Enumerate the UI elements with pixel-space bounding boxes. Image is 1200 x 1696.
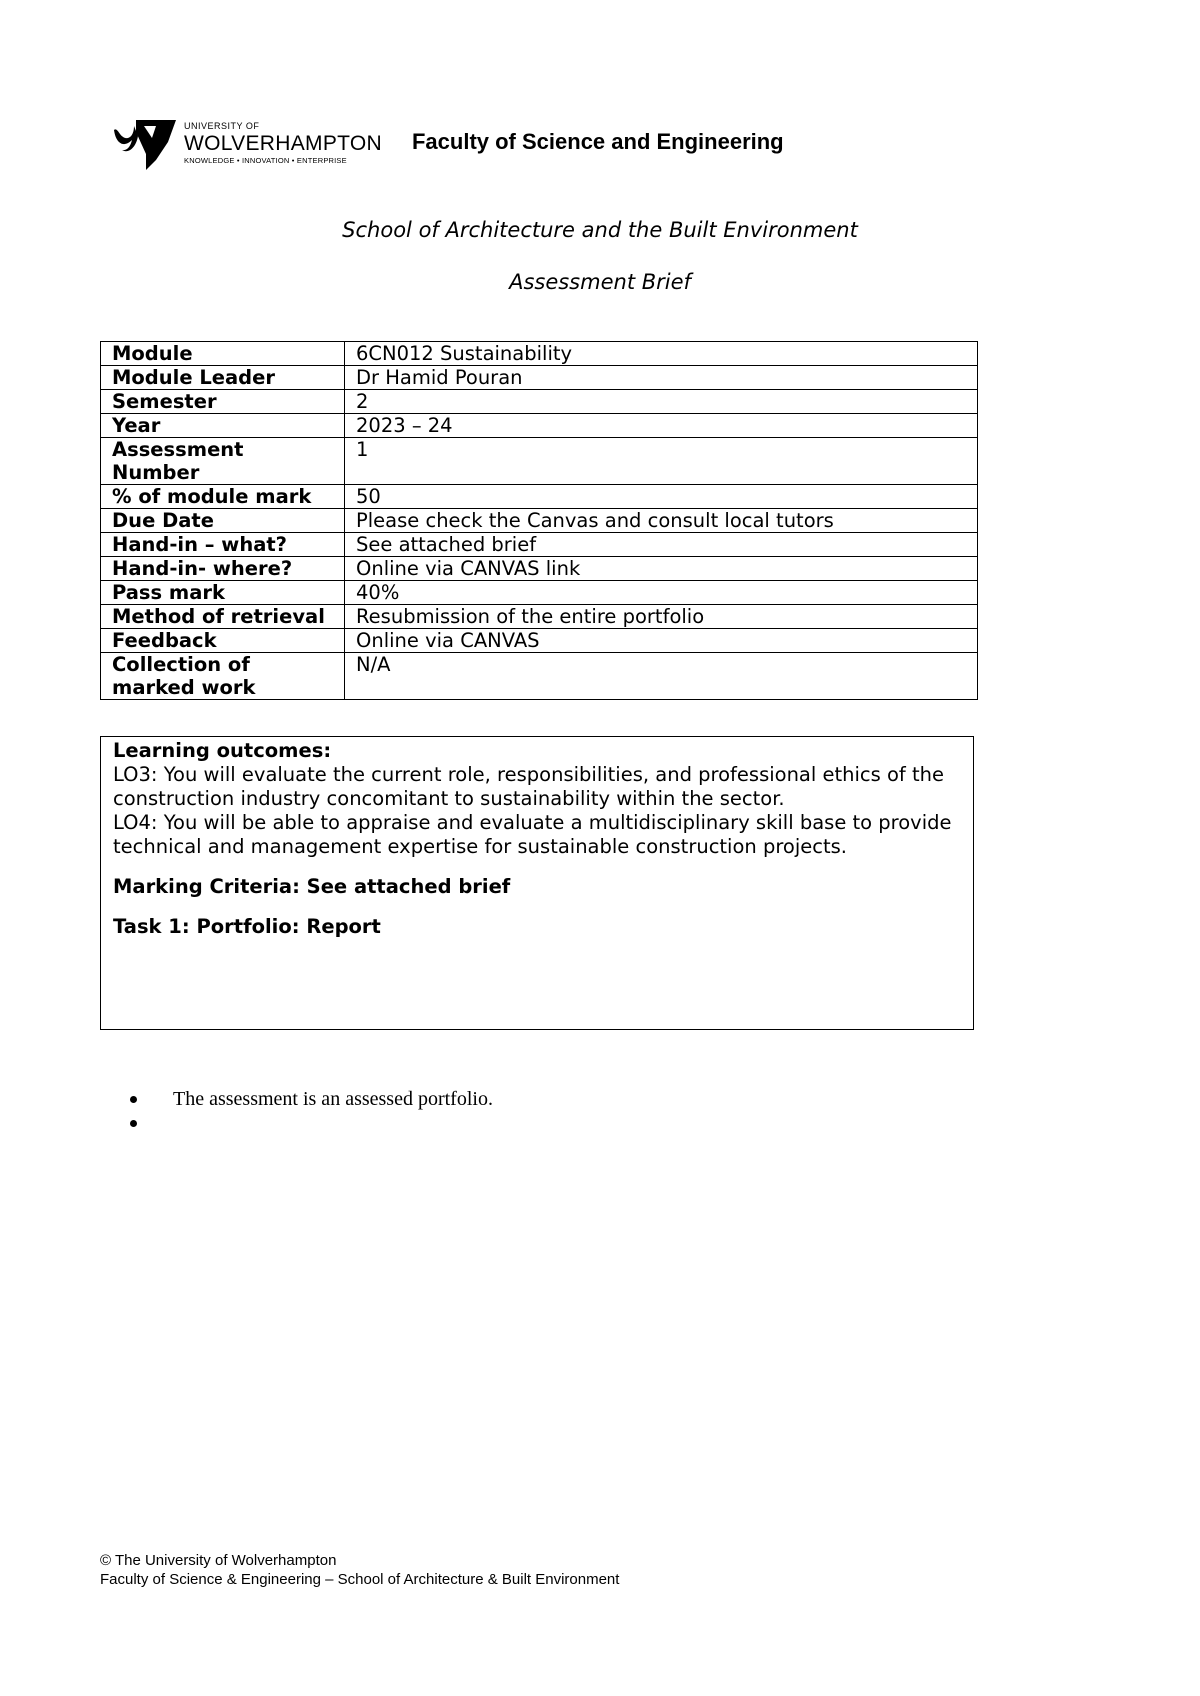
bullet-text: The assessment is an assessed portfolio.	[173, 1088, 493, 1110]
university-crest-icon	[112, 118, 176, 170]
learning-outcomes-box	[100, 736, 974, 1030]
table-row	[101, 485, 978, 509]
row-label: Collection of marked work	[101, 653, 345, 700]
row-value: 50	[345, 485, 978, 509]
row-label: Module	[101, 342, 345, 366]
table-row	[101, 653, 978, 700]
table-row	[101, 629, 978, 653]
learning-outcomes-heading: Learning outcomes:	[113, 739, 332, 762]
task-title: Task 1: Portfolio: Report	[113, 915, 381, 938]
document-header	[112, 118, 784, 170]
bullet-icon	[130, 1096, 137, 1103]
row-value: See attached brief	[345, 533, 978, 557]
table-row	[101, 509, 978, 533]
row-label: Due Date	[101, 509, 345, 533]
logo-wordmark	[184, 122, 382, 165]
row-value: 2	[345, 390, 978, 414]
row-label: Method of retrieval	[101, 605, 345, 629]
table-row	[101, 533, 978, 557]
row-value: Please check the Canvas and consult local tutors	[345, 509, 978, 533]
footer-copyright: © The University of Wolverhampton	[100, 1552, 337, 1569]
bullet-list	[130, 1087, 493, 1135]
logo-small-text: UNIVERSITY OF	[184, 121, 260, 131]
row-label: Assessment Number	[101, 438, 345, 485]
row-value: N/A	[345, 653, 978, 700]
table-row	[101, 557, 978, 581]
row-value: Online via CANVAS link	[345, 557, 978, 581]
row-value: Dr Hamid Pouran	[345, 366, 978, 390]
row-value: Resubmission of the entire portfolio	[345, 605, 978, 629]
row-label: Module Leader	[101, 366, 345, 390]
list-item	[130, 1087, 493, 1111]
row-label: Pass mark	[101, 581, 345, 605]
table-row	[101, 605, 978, 629]
assessment-info-table	[100, 341, 978, 700]
row-label: Feedback	[101, 629, 345, 653]
table-row	[101, 342, 978, 366]
row-value: 40%	[345, 581, 978, 605]
learning-outcome-lo3: LO3: You will evaluate the current role, responsibilities, and professional ethics of the construction industry concomitant to sustainability within the sector.	[113, 763, 944, 810]
learning-outcome-lo4: LO4: You will be able to appraise and evaluate a multidisciplinary skill base to provide technical and management expertise for sustainable construction projects.	[113, 811, 952, 858]
row-value: 2023 – 24	[345, 414, 978, 438]
row-label: % of module mark	[101, 485, 345, 509]
school-title: School of Architecture and the Built Environment	[342, 218, 858, 242]
faculty-title: Faculty of Science and Engineering	[411, 129, 784, 154]
table-row	[101, 581, 978, 605]
university-logo	[112, 118, 382, 170]
logo-university-name: WOLVERHAMPTON	[184, 132, 382, 155]
list-item	[130, 1111, 493, 1135]
row-label: Semester	[101, 390, 345, 414]
marking-criteria: Marking Criteria: See attached brief	[113, 875, 511, 898]
page-footer	[100, 1551, 619, 1589]
table-row	[101, 366, 978, 390]
row-value: 6CN012 Sustainability	[345, 342, 978, 366]
bullet-icon	[130, 1120, 137, 1127]
table-row	[101, 414, 978, 438]
row-value: Online via CANVAS	[345, 629, 978, 653]
table-row	[101, 438, 978, 485]
row-label: Hand-in- where?	[101, 557, 345, 581]
logo-tagline: KNOWLEDGE • INNOVATION • ENTERPRISE	[184, 156, 347, 165]
table-row	[101, 390, 978, 414]
row-value: 1	[345, 438, 978, 485]
row-label: Year	[101, 414, 345, 438]
footer-school-line: Faculty of Science & Engineering – School of Architecture & Built Environment	[100, 1571, 620, 1588]
row-label: Hand-in – what?	[101, 533, 345, 557]
brief-title: Assessment Brief	[509, 270, 691, 294]
